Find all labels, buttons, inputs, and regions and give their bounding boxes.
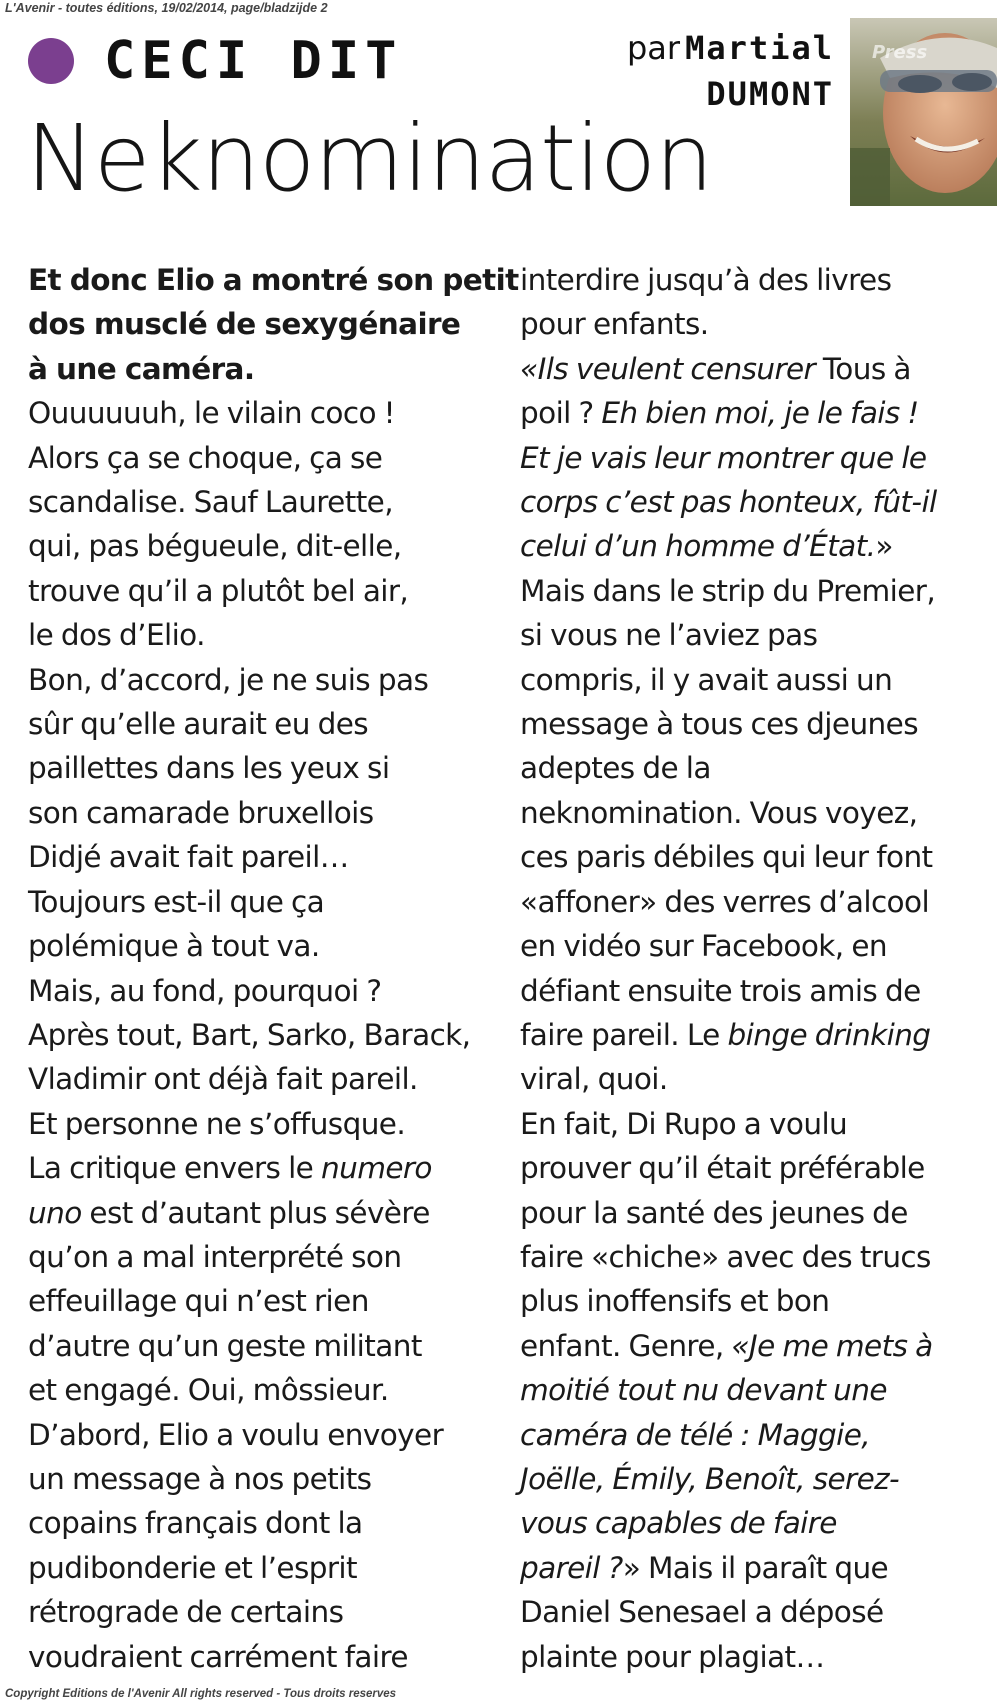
italic-text: Joëlle, Émily, Benoît, serez- [520, 1461, 900, 1496]
article-column-left [28, 258, 519, 1679]
article-line [520, 1457, 986, 1501]
article-line: «affoner» des verres d’alcool [520, 884, 930, 919]
rubric-dot [28, 38, 74, 84]
article-line: trouve qu’il a plutôt bel air, [28, 573, 409, 608]
italic-text: uno [28, 1195, 82, 1230]
italic-text: moitié tout nu devant une [520, 1373, 887, 1408]
article-line: un message à nos petits [28, 1461, 372, 1496]
article-line: Toujours est-il que ça [28, 884, 325, 919]
article-line: rétrograde de certains [28, 1595, 344, 1630]
italic-text: caméra de télé : Maggie, [520, 1417, 871, 1452]
article-line: Après tout, Bart, Sarko, Barack, [28, 1017, 471, 1052]
article-line: copains français dont la [28, 1506, 363, 1541]
article-line: Et personne ne s’offusque. [28, 1106, 406, 1141]
author-photo [850, 18, 997, 206]
article-line: polémique à tout va. [28, 929, 320, 964]
byline [627, 28, 834, 120]
article-line [520, 1013, 986, 1057]
italic-text: pareil ? [520, 1550, 623, 1585]
article-line: pudibonderie et l’esprit [28, 1550, 357, 1585]
article-line: dos musclé de sexygénaire [28, 307, 461, 342]
article-line: D’abord, Elio a voulu envoyer [28, 1417, 444, 1452]
article-line: interdire jusqu’à des livres [520, 263, 892, 297]
article-line: faire «chiche» avec des trucs [520, 1239, 931, 1274]
author-first-name: Martial [685, 29, 834, 67]
article-line [520, 1413, 986, 1457]
article-line: Daniel Senesael a déposé [520, 1595, 884, 1630]
rubric-label: CECI DIT [104, 31, 403, 91]
article-line: sûr qu’elle aurait eu des [28, 707, 369, 742]
article-line: le dos d’Elio. [28, 618, 205, 653]
article-line [520, 1546, 986, 1590]
article-line: compris, il y avait aussi un [520, 662, 893, 697]
photo-watermark: Press [872, 42, 928, 63]
article-line: effeuillage qui n’est rien [28, 1284, 369, 1319]
headline: Neknomination [26, 105, 713, 212]
italic-text: corps c’est pas honteux, fût-il [520, 485, 937, 520]
article-line [520, 480, 986, 524]
article-line [520, 1501, 986, 1545]
author-last-name: DUMONT [706, 75, 834, 113]
article-line: adeptes de la [520, 751, 711, 786]
article-line: Bon, d’accord, je ne suis pas [28, 662, 429, 697]
article-line: à une caméra. [28, 351, 255, 386]
italic-text: «Je me mets à [731, 1328, 933, 1363]
article-line: En fait, Di Rupo a voulu [520, 1106, 848, 1141]
article-line: Mais, au fond, pourquoi ? [28, 973, 382, 1008]
article-line: message à tous ces djeunes [520, 707, 918, 742]
article-line: voudraient carrément faire [28, 1639, 408, 1674]
article-line: Alors ça se choque, ça se [28, 440, 383, 475]
text-run: » [875, 529, 893, 564]
article-line: plus inoffensifs et bon [520, 1284, 830, 1319]
article-line: en vidéo sur Facebook, en [520, 929, 887, 964]
article-line: prouver qu’il était préférable [520, 1151, 925, 1186]
article-line: qu’on a mal interprété son [28, 1239, 402, 1274]
text-run: faire pareil. Le [520, 1017, 728, 1052]
italic-text: Eh bien moi, je le fais ! [601, 396, 919, 431]
article-line: pour la santé des jeunes de [520, 1195, 908, 1230]
text-run: enfant. Genre, [520, 1328, 732, 1363]
article-body [28, 258, 978, 1678]
italic-text: numero [321, 1151, 432, 1186]
article-line: ces paris débiles qui leur font [520, 840, 933, 875]
article-line: et engagé. Oui, môssieur. [28, 1373, 389, 1408]
article-line: Et donc Elio a montré son petit [28, 263, 519, 297]
text-run: poil ? [520, 396, 602, 431]
italic-text: celui d’un homme d’État. [520, 529, 876, 564]
article-line: Didjé avait fait pareil… [28, 840, 349, 875]
article-line [520, 347, 986, 391]
article-line [520, 391, 986, 435]
article-line: Ouuuuuuh, le vilain coco ! [28, 396, 395, 431]
copyright-notice: Copyright Editions de l'Avenir All rights reserved - Tous droits reserves [5, 1688, 397, 1700]
article-line [520, 436, 986, 480]
article-line: viral, quoi. [520, 1062, 668, 1097]
article-line: pour enfants. [520, 307, 709, 342]
article-line: neknomination. Vous voyez, [520, 795, 918, 830]
article-line: scandalise. Sauf Laurette, [28, 485, 393, 520]
article-line: si vous ne l’aviez pas [520, 618, 818, 653]
text-run: est d’autant plus sévère [81, 1195, 430, 1230]
article-line [520, 1324, 986, 1368]
italic-text: Et je vais leur montrer que le [520, 440, 927, 475]
article-line: paillettes dans les yeux si [28, 751, 390, 786]
italic-text: binge drinking [727, 1017, 931, 1052]
article-line: qui, pas bégueule, dit-elle, [28, 529, 402, 564]
article-line: défiant ensuite trois amis de [520, 973, 921, 1008]
source-line: L'Avenir - toutes éditions, 19/02/2014, page/bladzijde 2 [5, 1, 328, 15]
article-line [520, 524, 986, 568]
article-line: d’autre qu’un geste militant [28, 1328, 422, 1363]
byline-prefix: par [626, 29, 681, 67]
article-line [28, 1146, 496, 1190]
text-run: La critique envers le [28, 1151, 321, 1186]
text-run: Tous à [815, 351, 911, 386]
article-line: son camarade bruxellois [28, 795, 374, 830]
article-line [520, 1368, 986, 1412]
italic-text: «Ils veulent censurer [520, 351, 816, 386]
text-run: » Mais il paraît que [622, 1550, 889, 1585]
italic-text: vous capables de faire [520, 1506, 837, 1541]
article-line: plainte pour plagiat… [520, 1639, 825, 1674]
article-line: Mais dans le strip du Premier, [520, 573, 936, 608]
article-column-right [520, 258, 986, 1679]
article-line [28, 1191, 496, 1235]
article-line: Vladimir ont déjà fait pareil. [28, 1062, 418, 1097]
